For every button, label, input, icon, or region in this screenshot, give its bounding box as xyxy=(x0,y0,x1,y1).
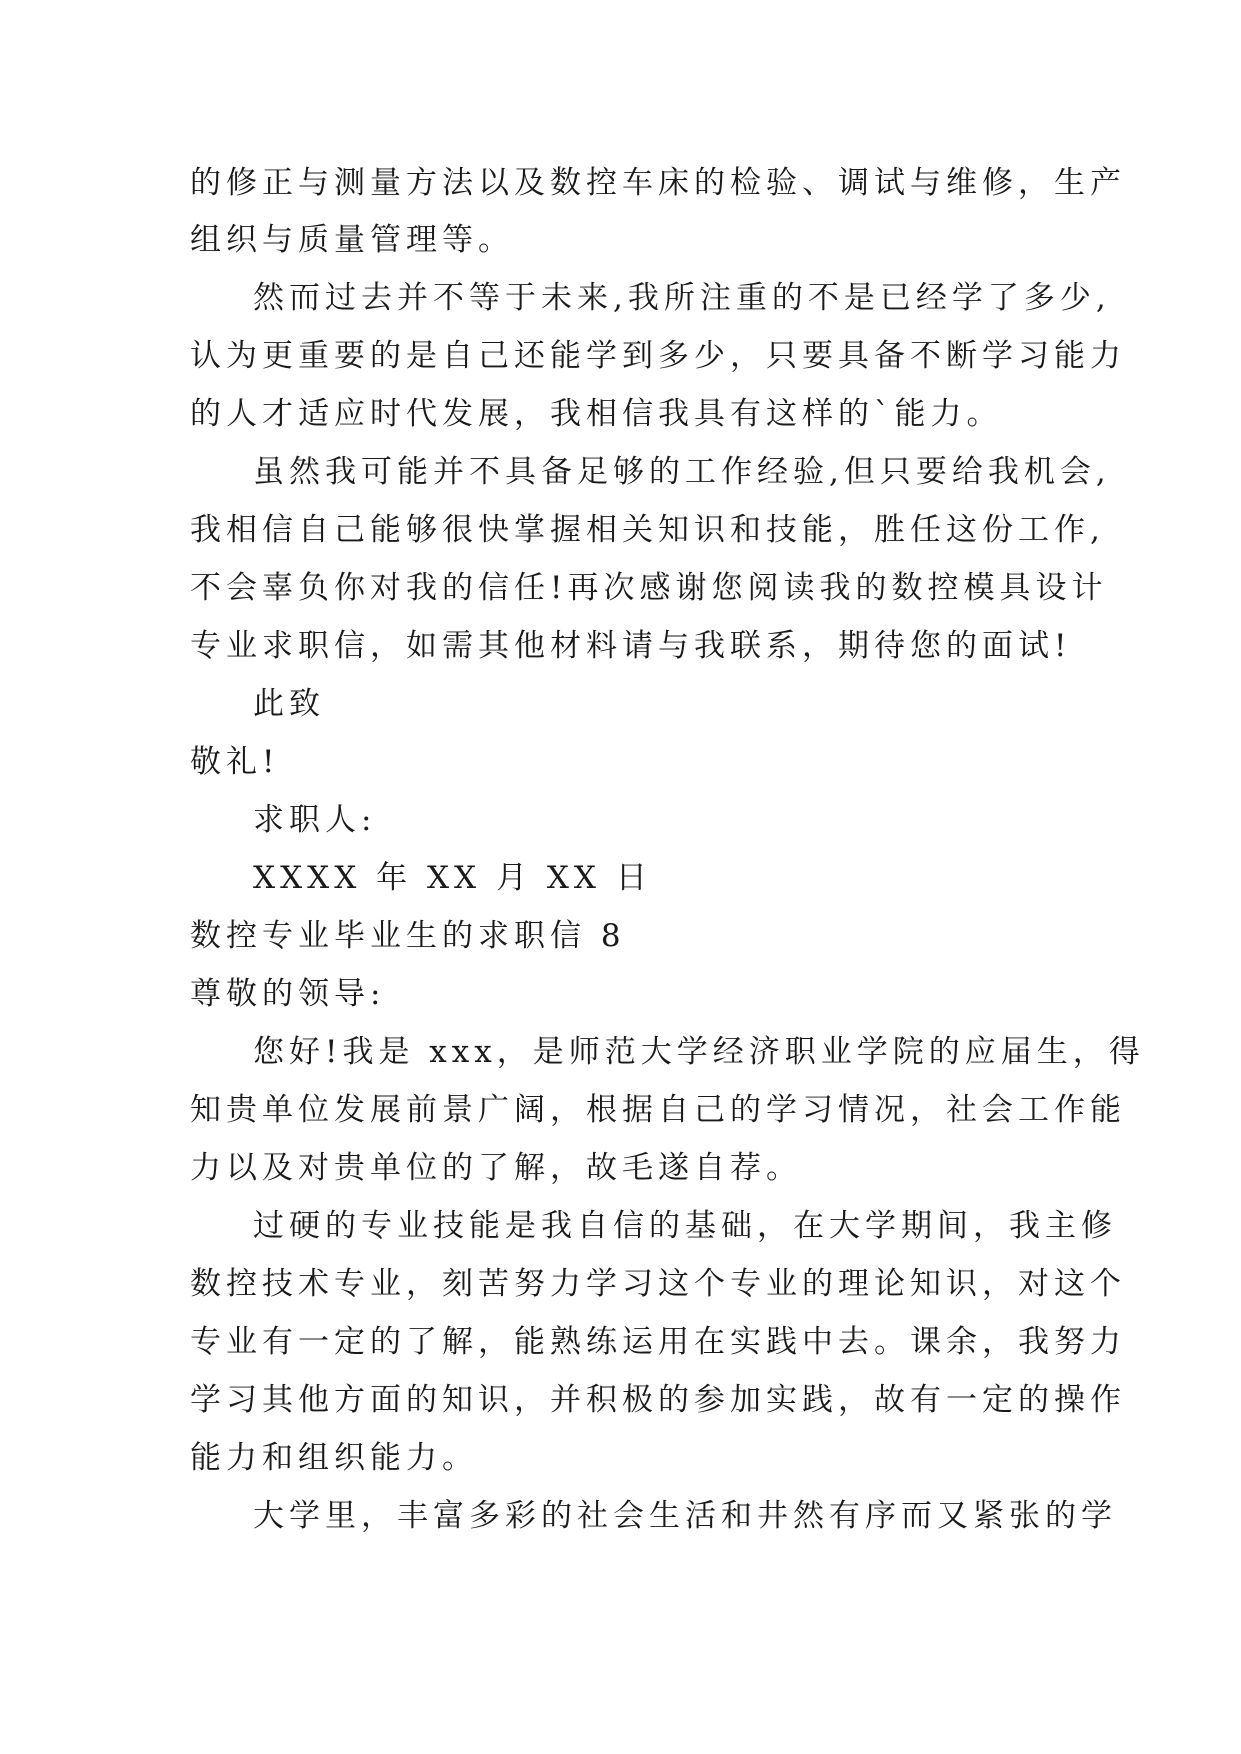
text-line: 专业求职信，如需其他材料请与我联系，期待您的面试! xyxy=(190,628,1072,664)
text-line: 力以及对贵单位的了解，故毛遂自荐。 xyxy=(190,1150,802,1186)
paragraph-start-line: 您好!我是 xxx，是师范大学经济职业学院的应届生，得 xyxy=(253,1034,1145,1070)
paragraph-start-line: 大学里，丰富多彩的社会生活和井然有序而又紧张的学 xyxy=(253,1498,1117,1534)
greeting-line: 尊敬的领导: xyxy=(190,976,386,1012)
text-line: 认为更重要的是自己还能学到多少，只要具备不断学习能力 xyxy=(190,338,1126,374)
text-line: 的修正与测量方法以及数控车床的检验、调试与维修，生产 xyxy=(190,165,1126,201)
signature-line: 求职人: xyxy=(253,802,377,838)
text-line: 学习其他方面的知识，并积极的参加实践，故有一定的操作 xyxy=(190,1382,1126,1418)
closing-line: 此致 xyxy=(253,686,325,722)
text-line: 我相信自己能够很快掌握相关知识和技能，胜任这份工作, xyxy=(190,512,1105,548)
paragraph-start-line: 虽然我可能并不具备足够的工作经验,但只要给我机会, xyxy=(253,454,1111,490)
text-line: 组织与质量管理等。 xyxy=(190,222,514,258)
text-line: 数控技术专业，刻苦努力学习这个专业的理论知识，对这个 xyxy=(190,1266,1126,1302)
text-line: 不会辜负你对我的信任!再次感谢您阅读我的数控模具设计 xyxy=(190,570,1108,606)
paragraph-start-line: 然而过去并不等于未来,我所注重的不是已经学了多少, xyxy=(253,280,1111,316)
text-line: 知贵单位发展前景广阔，根据自己的学习情况，社会工作能 xyxy=(190,1092,1126,1128)
salutation-line: 敬礼! xyxy=(190,744,280,780)
paragraph-start-line: 过硬的专业技能是我自信的基础，在大学期间，我主修 xyxy=(253,1208,1117,1244)
date-line: XXXX 年 XX 月 XX 日 xyxy=(253,860,652,896)
section-title: 数控专业毕业生的求职信 8 xyxy=(190,918,626,954)
text-line: 能力和组织能力。 xyxy=(190,1440,478,1476)
text-line: 的人才适应时代发展，我相信我具有这样的`能力。 xyxy=(190,396,1003,432)
text-line: 专业有一定的了解，能熟练运用在实践中去。课余，我努力 xyxy=(190,1324,1126,1360)
